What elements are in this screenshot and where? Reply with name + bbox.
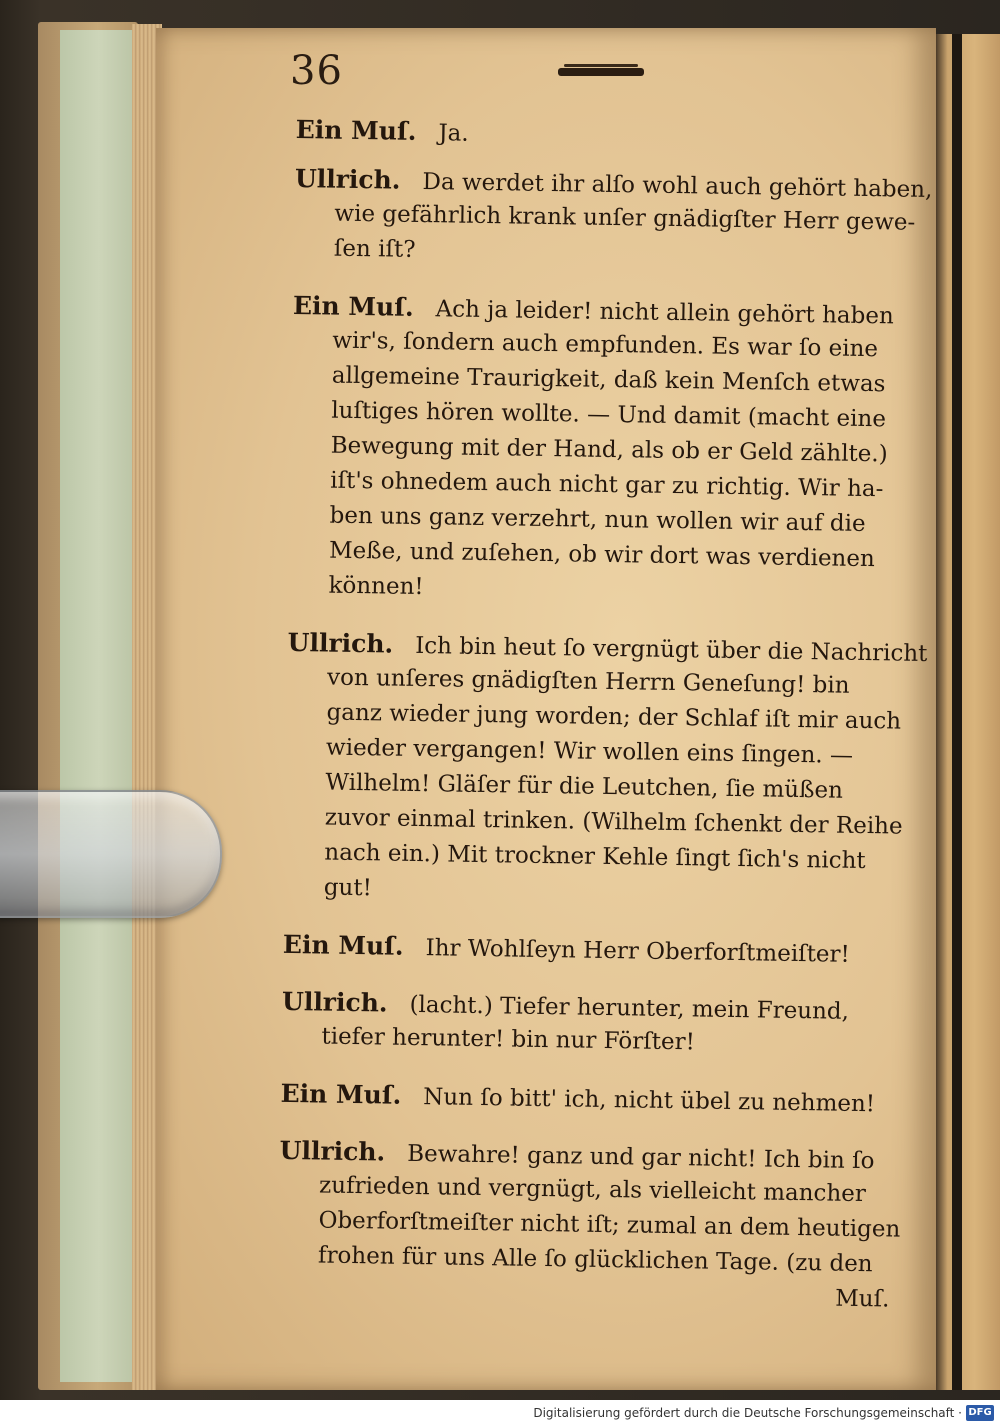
dialogue-line: Ich bin heut ſo vergnügt über die Nachricht	[415, 632, 928, 667]
speaker-name: Ein Muſ.	[282, 929, 404, 961]
dialogue-line: zuvor einmal trinken. (Wilhelm ſchenkt der Reihe	[324, 804, 903, 840]
dialogue-entry	[288, 288, 905, 613]
dialogue-line: gut!	[323, 874, 373, 902]
dialogue-line: allgemeine Traurigkeit, daß kein Menſch etwas	[331, 362, 886, 398]
speaker-name: Ein Muſ.	[292, 290, 414, 322]
speaker-name: Ullrich.	[294, 163, 401, 195]
facing-page-edge	[936, 34, 1000, 1390]
page-clip-icon	[0, 790, 222, 918]
dialogue-line: wie gefährlich krank unſer gnädigſter Herr gewe-	[334, 200, 916, 236]
dialogue-line: Oberforſtmeiſter nicht iſt; zumal an dem heutigen	[318, 1207, 901, 1243]
speaker-name: Ullrich.	[279, 1135, 386, 1167]
book-endpaper	[60, 30, 138, 1382]
page-number: 36	[290, 48, 343, 94]
dialogue-line: luſtiges hören wollte. — Und damit (macht eine	[331, 397, 887, 433]
dialogue-line: tiefer herunter! bin nur Förſter!	[321, 1023, 696, 1056]
dialogue-entry	[277, 1133, 901, 1318]
dialogue-line: Muſ.	[835, 1285, 890, 1313]
dialogue-line: Bewegung mit der Hand, als ob er Geld zählte.)	[330, 432, 888, 468]
dialogue-line: Bewahre! ganz und gar nicht! Ich bin ſo	[407, 1140, 875, 1175]
dialogue-line: Ja.	[438, 120, 469, 147]
dialogue-line: ſen iſt?	[333, 235, 416, 263]
dialogue-entry	[280, 1076, 892, 1121]
dialogue-entry	[294, 161, 933, 276]
speaker-name: Ein Muſ.	[295, 114, 417, 146]
dialogue-line: frohen für uns Alle ſo glücklichen Tage. (zu den	[317, 1242, 873, 1278]
page-text	[277, 112, 933, 1339]
dialogue-line: wieder vergangen! Wir wollen eins ſingen. —	[325, 734, 854, 769]
speaker-name: Ullrich.	[281, 986, 388, 1018]
funding-notice: Digitalisierung gefördert durch die Deutsche Forschungsgemeinschaft ·	[533, 1406, 962, 1420]
dialogue-line: Wilhelm! Gläſer für die Leutchen, ſie müßen	[325, 769, 844, 804]
dialogue-line: Nun ſo bitt' ich, nicht übel zu nehmen!	[423, 1084, 876, 1118]
dialogue-line: ben uns ganz verzehrt, nun wollen wir auf die	[329, 502, 866, 537]
dialogue-entry	[281, 984, 894, 1064]
dialogue-line: iſt's ohnedem auch nicht gar zu richtig. Wir ha-	[330, 467, 884, 503]
dialogue-line: wir's, ſondern auch empfunden. Es war ſo eine	[332, 327, 879, 363]
dialogue-line: Ihr Wohlſeyn Herr Oberforſtmeiſter!	[425, 935, 850, 968]
dfg-logo-icon: DFG	[966, 1405, 994, 1421]
dialogue-line: nach ein.) Mit trockner Kehle ſingt ſich's nicht	[324, 839, 866, 875]
dialogue-line: können!	[328, 572, 424, 601]
gutter-shadow	[952, 34, 962, 1390]
dialogue-line: ganz wieder jung worden; der Schlaf iſt mir auch	[326, 699, 902, 735]
dialogue-entry	[283, 927, 895, 972]
dialogue-line: Ach ja leider! nicht allein gehört haben	[435, 296, 894, 330]
ornament-rule-icon	[558, 68, 644, 76]
dialogue-line: von unſeres gnädigſten Herrn Geneſung! bin	[326, 664, 850, 699]
dialogue-entry	[284, 625, 928, 915]
dialogue-line: zufrieden und vergnügt, als vielleicht mancher	[318, 1172, 867, 1208]
speaker-name: Ullrich.	[287, 627, 394, 659]
dialogue-line: Meße, und zuſehen, ob wir dort was verdienen	[328, 537, 875, 573]
dialogue-line: (lacht.) Tiefer herunter, mein Freund,	[409, 991, 850, 1025]
speaker-name: Ein Muſ.	[280, 1078, 402, 1110]
dialogue-line: Da werdet ihr alſo wohl auch gehört haben,	[422, 168, 933, 204]
footer-bar	[0, 1400, 1000, 1428]
